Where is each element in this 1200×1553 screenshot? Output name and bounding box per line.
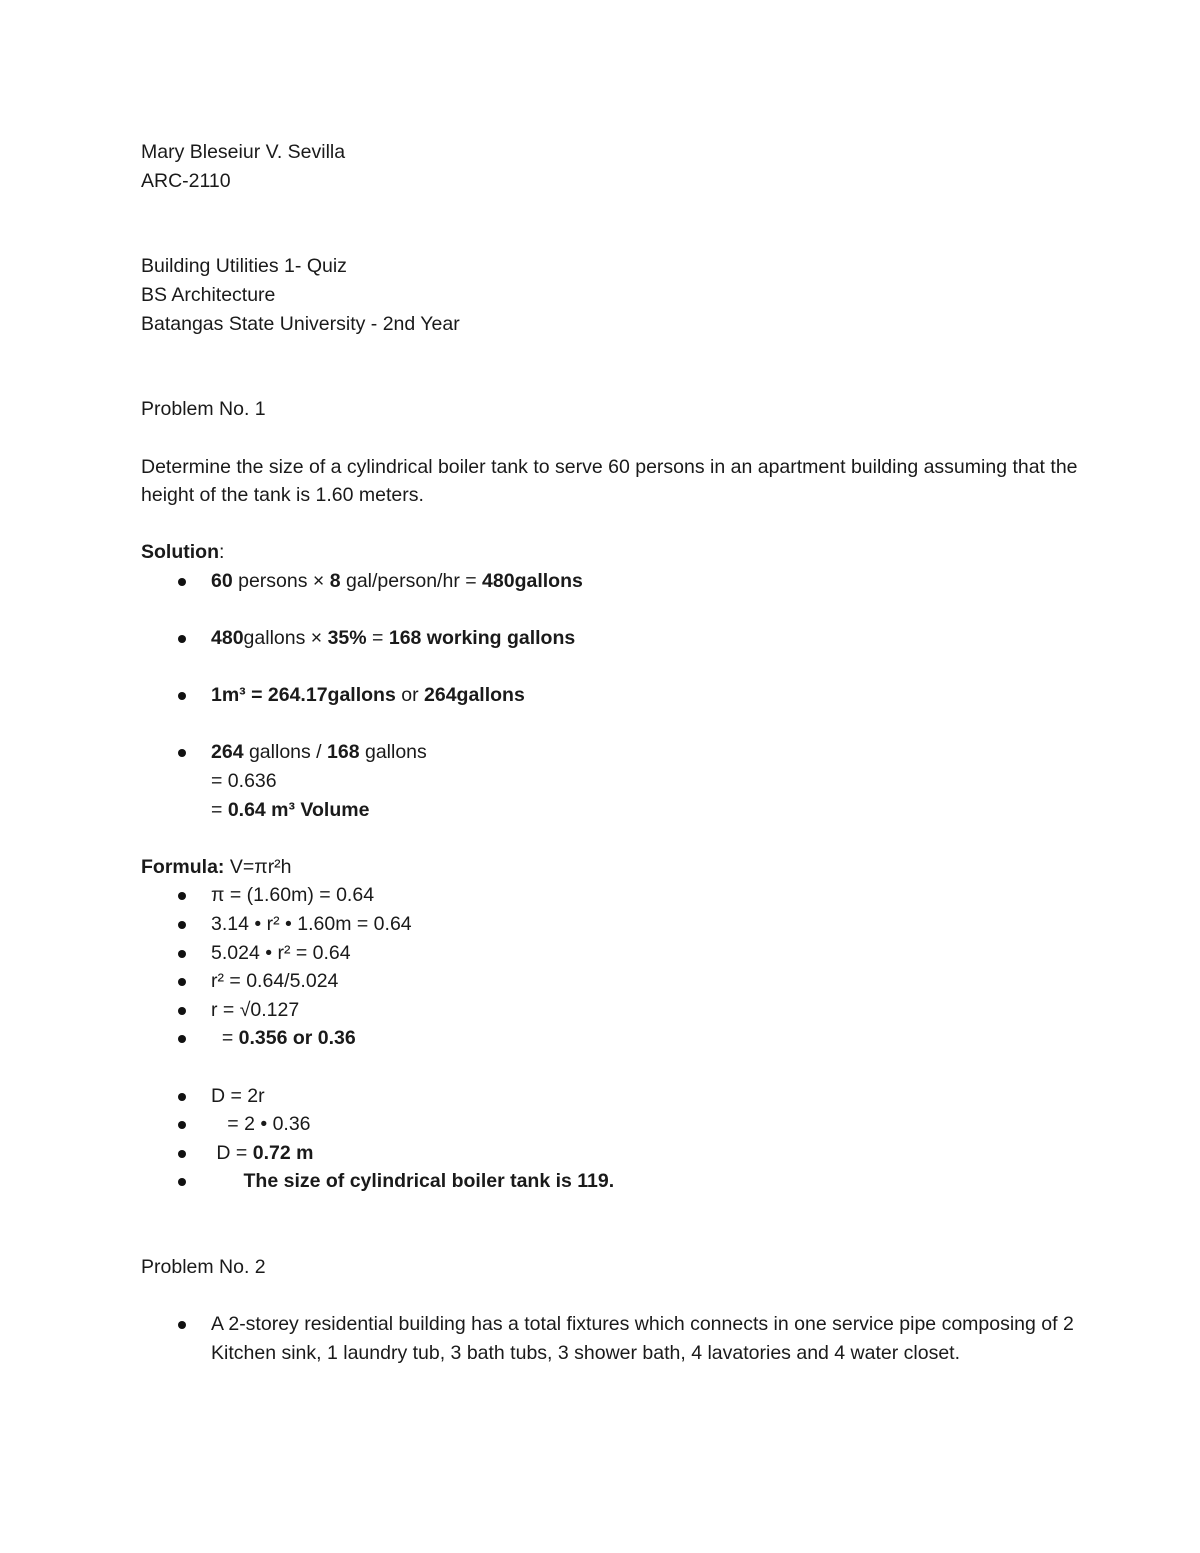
school-name: Batangas State University - 2nd Year	[141, 312, 460, 335]
solution-step-3: 1m³ = 264.17gallons or 264gallons	[141, 681, 1081, 710]
conclusion: The size of cylindrical boiler tank is 119.	[141, 1167, 1081, 1196]
bullet-icon	[178, 1035, 186, 1043]
solution-step-2: 480gallons × 35% = 168 working gallons	[141, 624, 1081, 653]
bullet-icon	[178, 1178, 186, 1186]
formula-step: 5.024 • r² = 0.64	[141, 939, 1081, 968]
formula-step: π = (1.60m) = 0.64	[141, 881, 1081, 910]
bullet-icon	[178, 921, 186, 929]
problem-1-statement: Determine the size of a cylindrical boiler tank to serve 60 persons in an apartment building assuming that the height of the tank is 1.60 meters.	[141, 455, 1078, 507]
student-name: Mary Bleseiur V. Sevilla	[141, 141, 346, 163]
formula-step: r = √0.127	[141, 996, 1081, 1025]
bullet-icon	[178, 749, 186, 757]
program-name: BS Architecture	[141, 283, 276, 306]
formula-step: 3.14 • r² • 1.60m = 0.64	[141, 910, 1081, 939]
formula-label: Formula:	[141, 855, 225, 878]
diameter-step: = 2 • 0.36	[141, 1110, 1081, 1139]
solution-label: Solution	[141, 541, 219, 564]
bullet-icon	[178, 892, 186, 900]
formula-heading	[141, 853, 1081, 882]
course-code: ARC-2110	[141, 169, 231, 192]
solution-colon: :	[218, 541, 225, 564]
document-page	[141, 138, 1081, 1368]
radius-result: = 0.356 or 0.36	[141, 1024, 1081, 1053]
bullet-icon	[178, 1007, 186, 1015]
bullet-icon	[178, 1321, 186, 1329]
problem-2-list	[141, 1310, 1081, 1367]
bullet-icon	[178, 692, 186, 700]
course-title: Building Utilities 1- Quiz	[141, 255, 347, 278]
problem-2-statement: A 2-storey residential building has a total fixtures which connects in one service pipe composing of 2 Kitchen sink, 1 laundry tub, 3 bath tubs, 3 shower bath, 4 lavatories and 4 water closet.	[141, 1310, 1081, 1367]
diameter-result: D = 0.72 m	[141, 1139, 1081, 1168]
bullet-icon	[178, 1093, 186, 1101]
problem-2-title: Problem No. 2	[141, 1256, 266, 1279]
bullet-icon	[178, 1150, 186, 1158]
bullet-icon	[178, 635, 186, 643]
formula-expression: V=πr²h	[224, 855, 292, 878]
bullet-icon	[178, 978, 186, 986]
solution-step-1: 60 persons × 8 gal/person/hr = 480gallons	[141, 567, 1081, 596]
solution-steps	[141, 567, 1081, 824]
solution-heading	[141, 538, 1081, 567]
bullet-icon	[178, 578, 186, 586]
solution-step-4: 264 gallons / 168 gallons = 0.636 = 0.64 m³ Volume	[141, 738, 1081, 824]
formula-steps	[141, 881, 1081, 1196]
diameter-step: D = 2r	[141, 1082, 1081, 1111]
bullet-icon	[178, 950, 186, 958]
formula-step: r² = 0.64/5.024	[141, 967, 1081, 996]
bullet-icon	[178, 1121, 186, 1129]
problem-1-title: Problem No. 1	[141, 398, 266, 421]
